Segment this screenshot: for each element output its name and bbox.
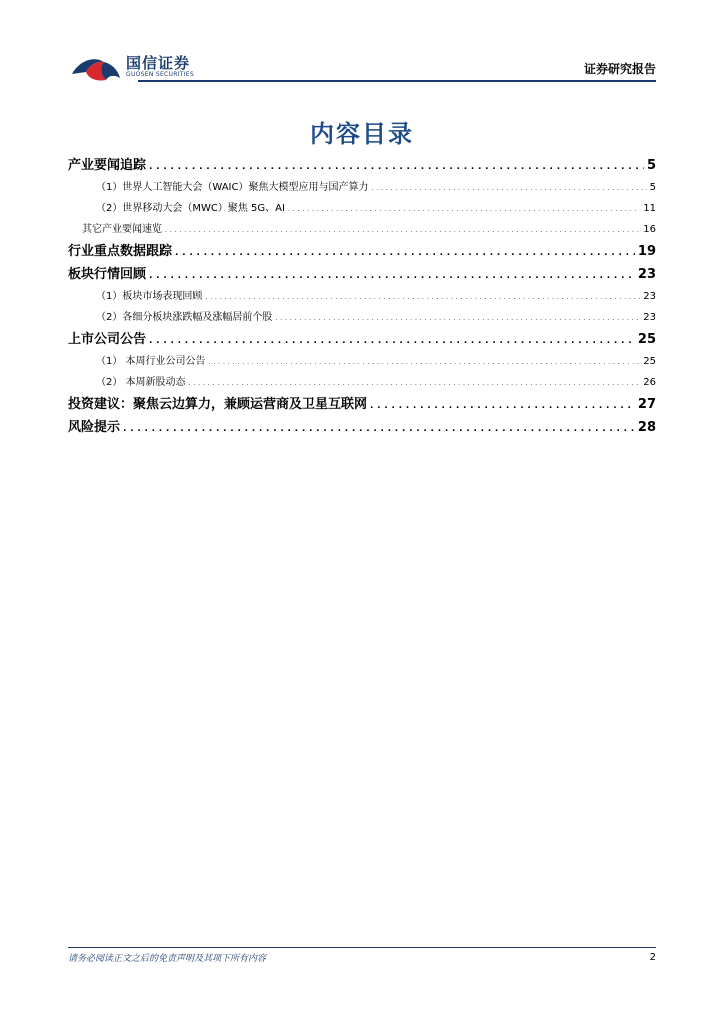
toc-entry-title: （1） 本周行业公司公告: [96, 356, 206, 367]
toc-dot-leader: [189, 373, 641, 394]
toc-entry-page: 19: [637, 244, 656, 259]
toc-dot-leader: [288, 199, 640, 220]
guosen-logo-icon: [70, 52, 122, 82]
logo-text-en: GUOSEN SECURITIES: [126, 71, 195, 78]
toc-dot-leader: [149, 156, 644, 179]
toc-entry-title: （2）各细分板块涨跌幅及涨幅居前个股: [96, 312, 273, 323]
toc-entry-title: 板块行情回顾: [68, 267, 147, 282]
toc-title: 内容目录: [310, 120, 414, 148]
toc-entry-chapter[interactable]: [68, 328, 656, 351]
toc-dot-leader: [175, 242, 635, 265]
toc-entry-page: 23: [643, 312, 656, 323]
toc-dot-leader: [209, 352, 641, 373]
toc-entry-page: 26: [643, 377, 656, 388]
toc-entry-page: 16: [643, 224, 656, 235]
toc-entry-title: （2）世界移动大会（MWC）聚焦 5G、AI: [96, 203, 285, 214]
toc-entry-chapter[interactable]: [68, 154, 656, 177]
toc-entry-section[interactable]: [68, 198, 656, 219]
toc-entry-section[interactable]: [68, 177, 656, 198]
toc-entry-title: 投资建议：聚焦云边算力，兼顾运营商及卫星互联网: [68, 397, 368, 412]
page-header: [68, 50, 656, 84]
toc-dot-leader: [370, 395, 635, 418]
toc-dot-leader: [123, 418, 635, 441]
toc-entry-title: （1）世界人工智能大会（WAIC）聚焦大模型应用与国产算力: [96, 182, 369, 193]
toc-entry-title: 其它产业要闻速览: [82, 224, 162, 235]
toc-entry-title: 产业要闻追踪: [68, 158, 147, 173]
toc-entry-title: （2） 本周新股动态: [96, 377, 186, 388]
toc-dot-leader: [371, 178, 646, 199]
toc-entry-chapter[interactable]: [68, 393, 656, 416]
toc-entry-chapter[interactable]: [68, 416, 656, 439]
toc-entry-page: 5: [646, 158, 656, 173]
header-divider: [138, 80, 656, 82]
toc-entry-title: （1）板块市场表现回顾: [96, 291, 203, 302]
guosen-logo: [70, 50, 210, 84]
toc-entry-title: 上市公司公告: [68, 332, 147, 347]
toc-dot-leader: [149, 330, 635, 353]
toc-entry-section[interactable]: [68, 219, 656, 240]
toc-entry-section[interactable]: [68, 372, 656, 393]
toc-entry-page: 5: [649, 182, 656, 193]
toc-entry-chapter[interactable]: [68, 263, 656, 286]
toc-dot-leader: [275, 308, 640, 329]
toc-entry-page: 11: [643, 203, 656, 214]
report-type-label: 证券研究报告: [583, 62, 656, 76]
logo-text-cn: 国信证券: [126, 54, 191, 72]
toc-dot-leader: [165, 220, 640, 241]
toc-entry-page: 25: [637, 332, 656, 347]
toc-entry-section[interactable]: [68, 307, 656, 328]
toc-entry-chapter[interactable]: [68, 240, 656, 263]
toc-dot-leader: [149, 265, 635, 288]
toc-dot-leader: [205, 287, 640, 308]
footer-disclaimer: 请务必阅读正文之后的免责声明及其项下所有内容: [68, 954, 267, 964]
toc-entry-section[interactable]: [68, 351, 656, 372]
footer-divider: [68, 947, 656, 948]
toc-entry-section[interactable]: [68, 286, 656, 307]
toc-entry-page: 23: [643, 291, 656, 302]
toc-entry-page: 25: [643, 356, 656, 367]
toc-entry-title: 风险提示: [68, 420, 121, 435]
toc-entry-page: 28: [637, 420, 656, 435]
toc-entry-page: 27: [637, 397, 656, 412]
toc-entry-title: 行业重点数据跟踪: [68, 244, 173, 259]
table-of-contents: [68, 154, 656, 439]
page-number: 2: [649, 952, 656, 963]
toc-entry-page: 23: [637, 267, 656, 282]
